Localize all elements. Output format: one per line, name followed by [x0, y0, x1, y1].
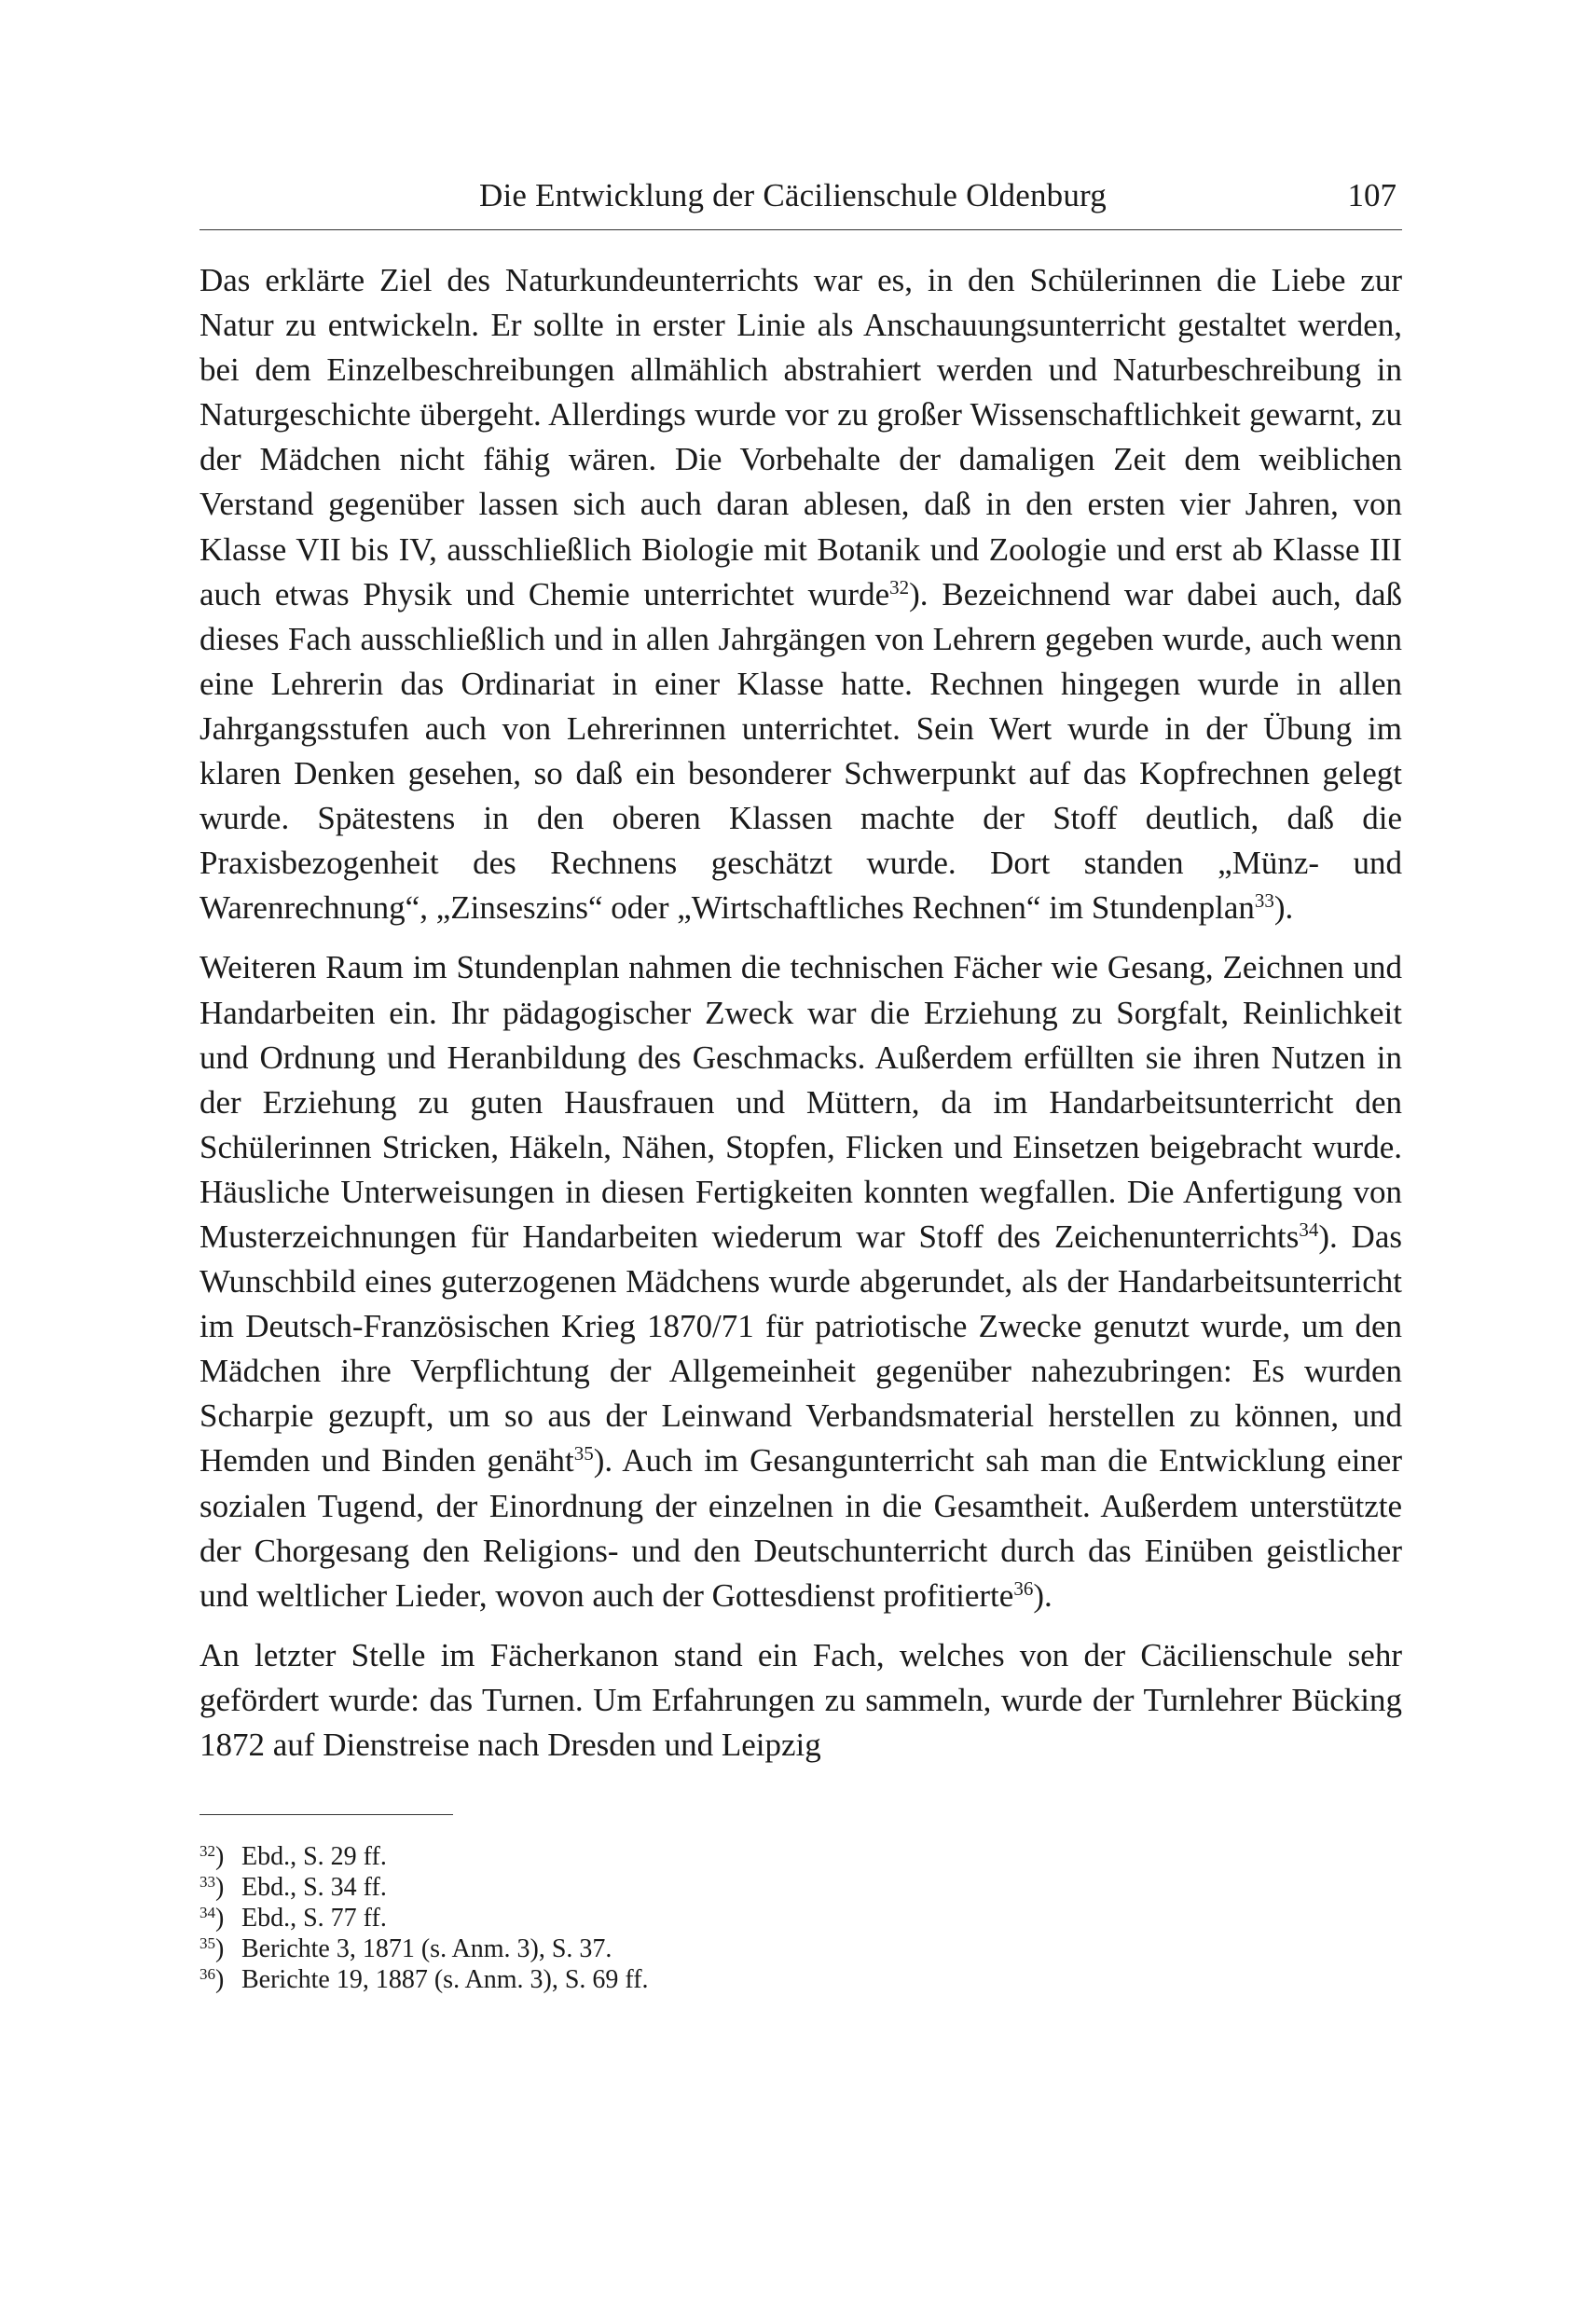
running-title: Die Entwicklung der Cäcilienschule Oldenburg	[479, 177, 1107, 213]
paragraph-text: ).	[1273, 889, 1294, 927]
footnote-number: 34	[200, 1904, 215, 1922]
footnote-marker: $^{33}$)	[200, 1873, 225, 1903]
footnotes	[200, 1841, 1402, 1995]
footnote-reference: 32	[889, 575, 910, 599]
footnote-reference: 34	[1299, 1218, 1319, 1241]
footnote-reference: 36	[1013, 1576, 1034, 1600]
footnote-marker: $^{34}$)	[200, 1904, 225, 1934]
footnote-number: 33	[200, 1873, 215, 1892]
running-header	[200, 177, 1402, 230]
paragraph	[200, 1633, 1402, 1768]
footnote	[200, 1903, 1402, 1934]
footnote-text: Berichte 3, 1871 (s. Anm. 3), S. 37.	[241, 1934, 612, 1964]
footnote-text: Ebd., S. 29 ff.	[241, 1842, 387, 1872]
footnote-marker: $^{35}$)	[200, 1934, 225, 1964]
page-number: 107	[1347, 177, 1396, 213]
footnote	[200, 1841, 1402, 1872]
paragraph	[200, 945, 1402, 1617]
body-text	[200, 258, 1402, 1768]
footnote-reference: 35	[573, 1442, 594, 1466]
paragraph-text: Weiteren Raum im Stundenplan nahmen die technischen Fächer wie Gesang, Zeichnen und Handarbeiten ein. Ihr pädagogischer Zweck war die Erziehung zu Sorgfalt, Reinlichkeit und Ordnung und Heranbildung des Geschmacks. Außerdem erfüllten sie ihren Nutzen in der Erziehung zu guten Hausfrauen und Müttern, da im Handarbeitsunterricht den Schülerinnen Stricken, Häkeln, Nähen, Stopfen, Flicken und Einsetzen beigebracht wurde. Häusliche Unterweisungen in diesen Fertigkeiten konnten wegfallen. Die Anfertigung von Musterzeichnungen für Handarbeiten wiederum war Stoff des Zeichenunterrichts	[200, 949, 1402, 1255]
footnote-text: Ebd., S. 77 ff.	[241, 1904, 387, 1934]
paragraph-text: ).	[1033, 1576, 1053, 1614]
footnote-marker: $^{32}$)	[200, 1842, 225, 1872]
footnote-number: 36	[200, 1965, 215, 1984]
paragraph-text: ). Das Wunschbild eines guterzogenen Mädchens wurde abgerundet, als der Handarbeitsunterricht im Deutsch-Französischen Krieg 1870/71 für patriotische Zwecke genutzt wurde, um den Mädchen ihre Verpflichtung der Allgemeinheit gegenüber nahezubringen: Es wurden Scharpie gezupft, um so aus der Leinwand Verbandsmaterial herstellen zu können, und Hemden und Binden genäht	[200, 1218, 1402, 1479]
footnote-text: Berichte 19, 1887 (s. Anm. 3), S. 69 ff.	[241, 1965, 649, 1995]
paragraph-text: Das erklärte Ziel des Naturkundeunterrichts war es, in den Schülerinnen die Liebe zur Natur zu entwickeln. Er sollte in erster Linie als Anschauungsunterricht gestaltet werden, bei dem Einzelbeschreibungen allmählich abstrahiert werden und Naturbeschreibung in Naturgeschichte übergeht. Allerdings wurde vor zu großer Wissenschaftlichkeit gewarnt, zu der Mädchen nicht fähig wären. Die Vorbehalte der damaligen Zeit dem weiblichen Verstand gegenüber lassen sich auch daran ablesen, daß in den ersten vier Jahren, von Klasse VII bis IV, ausschließlich Biologie mit Botanik und Zoologie und erst ab Klasse III auch etwas Physik und Chemie unterrichtet wurde	[200, 262, 1402, 612]
paragraph-text: ). Auch im Gesangunterricht sah man die Entwicklung einer sozialen Tugend, der Einordnung der einzelnen in die Gesamtheit. Außerdem unterstützte der Chorgesang den Religions- und den Deutschunterricht durch das Einüben geistlicher und weltlicher Lieder, wovon auch der Gottesdienst profitierte	[200, 1442, 1402, 1614]
book-page	[200, 177, 1402, 1995]
footnote-text: Ebd., S. 34 ff.	[241, 1873, 387, 1903]
paragraph-text: ). Bezeichnend war dabei auch, daß dieses Fach ausschließlich und in allen Jahrgängen von Lehrern gegeben wurde, auch wenn eine Lehrerin das Ordinariat in einer Klasse hatte. Rechnen hingegen wurde in allen Jahrgangsstufen auch von Lehrerinnen unterrichtet. Sein Wert wurde in der Übung im klaren Denken gesehen, so daß ein besonderer Schwerpunkt auf das Kopfrechnen gelegt wurde. Spätestens in den oberen Klassen machte der Stoff deutlich, daß die Praxisbezogenheit des Rechnens geschätzt wurde. Dort standen „Münz- und Warenrechnung“, „Zinseszins“ oder „Wirtschaftliches Rechnen“ im Stundenplan	[200, 575, 1402, 927]
footnote-number: 32	[200, 1842, 215, 1861]
footnote	[200, 1934, 1402, 1964]
footnote-reference: 33	[1254, 889, 1274, 913]
paragraph-text: An letzter Stelle im Fächerkanon stand ein Fach, welches von der Cäcilienschule sehr gefördert wurde: das Turnen. Um Erfahrungen zu sammeln, wurde der Turnlehrer Bücking 1872 auf Dienstreise nach Dresden und Leipzig	[200, 1636, 1402, 1763]
footnote-separator	[200, 1814, 453, 1815]
footnote	[200, 1872, 1402, 1903]
footnote-marker: $^{36}$)	[200, 1965, 225, 1995]
footnote	[200, 1964, 1402, 1995]
footnote-number: 35	[200, 1934, 215, 1953]
paragraph	[200, 258, 1402, 930]
